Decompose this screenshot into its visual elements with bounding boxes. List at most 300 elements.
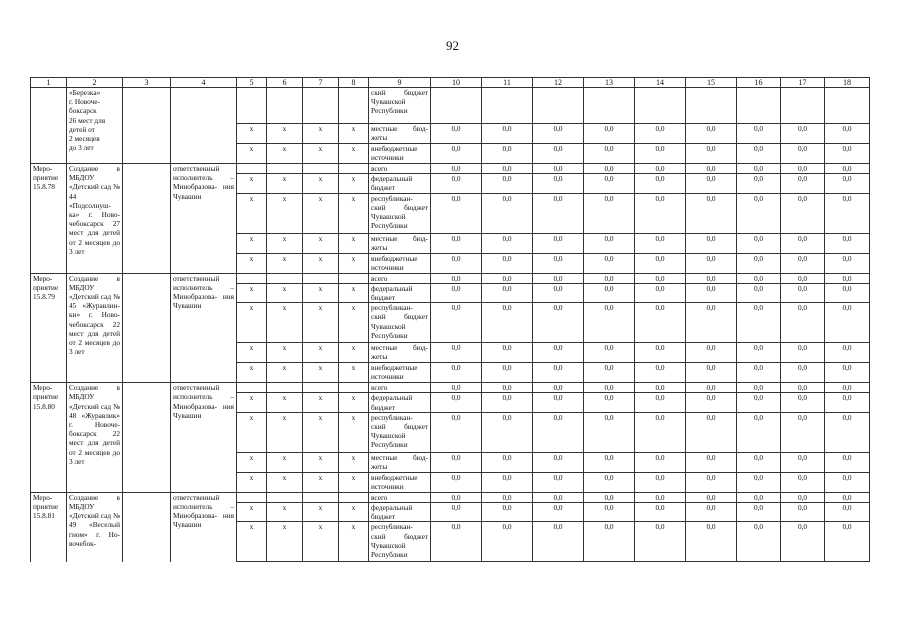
value-cell: 0,0 xyxy=(825,164,870,174)
value-cell: 0,0 xyxy=(584,393,635,412)
x-mark: x xyxy=(237,452,267,472)
value-cell: 0,0 xyxy=(635,343,686,363)
funding-source: федеральный бюджет xyxy=(369,503,431,522)
value-cell: 0,0 xyxy=(686,164,737,174)
value-cell: 0,0 xyxy=(686,383,737,393)
x-mark: x xyxy=(303,393,339,412)
value-cell: 0,0 xyxy=(482,522,533,562)
x-mark: x xyxy=(267,124,303,144)
x-mark: x xyxy=(339,174,369,193)
funding-source: республикан- ский бюджет Чувашской Республики xyxy=(369,193,431,233)
value-cell: 0,0 xyxy=(825,303,870,343)
column-number: 7 xyxy=(303,78,339,88)
value-cell: 0,0 xyxy=(737,472,781,492)
value-cell: 0,0 xyxy=(635,363,686,383)
x-mark: x xyxy=(303,522,339,562)
value-cell: 0,0 xyxy=(431,393,482,412)
column-number: 16 xyxy=(737,78,781,88)
value-cell: 0,0 xyxy=(533,383,584,393)
value-cell xyxy=(825,88,870,124)
value-cell: 0,0 xyxy=(781,164,825,174)
value-cell: 0,0 xyxy=(686,503,737,522)
value-cell: 0,0 xyxy=(533,303,584,343)
measure-label: Меро- приятие 15.8.81 xyxy=(31,492,67,562)
value-cell: 0,0 xyxy=(533,393,584,412)
value-cell: 0,0 xyxy=(737,412,781,452)
value-cell: 0,0 xyxy=(584,383,635,393)
value-cell: 0,0 xyxy=(431,174,482,193)
page-number: 92 xyxy=(446,38,459,53)
value-cell: 0,0 xyxy=(584,363,635,383)
value-cell: 0,0 xyxy=(431,503,482,522)
value-cell: 0,0 xyxy=(431,253,482,273)
funding-source: ский бюджет Чувашской Республики xyxy=(369,88,431,124)
funding-source: внебюджетные источники xyxy=(369,253,431,273)
value-cell: 0,0 xyxy=(825,233,870,253)
value-cell: 0,0 xyxy=(482,412,533,452)
funding-source: республикан- ский бюджет Чувашской Республики xyxy=(369,412,431,452)
x-mark: x xyxy=(237,253,267,273)
x-mark: x xyxy=(303,283,339,302)
value-cell: 0,0 xyxy=(482,253,533,273)
x-mark xyxy=(303,164,339,174)
measure-label: Меро- приятие 15.8.78 xyxy=(31,164,67,274)
value-cell: 0,0 xyxy=(635,193,686,233)
value-cell: 0,0 xyxy=(635,144,686,164)
x-mark: x xyxy=(303,193,339,233)
value-cell: 0,0 xyxy=(431,193,482,233)
value-cell: 0,0 xyxy=(533,343,584,363)
funding-source: внебюджетные источники xyxy=(369,144,431,164)
value-cell: 0,0 xyxy=(533,472,584,492)
x-mark: x xyxy=(267,233,303,253)
x-mark xyxy=(339,273,369,283)
column-number: 2 xyxy=(67,78,123,88)
executor: ответственный исполнитель – Минобразова- ния Чувашии xyxy=(171,273,237,383)
column-number: 4 xyxy=(171,78,237,88)
column-number-row xyxy=(31,78,870,88)
funding-source: местные бюд- жеты xyxy=(369,124,431,144)
executor: ответственный исполнитель – Минобразова- ния Чувашии xyxy=(171,492,237,562)
value-cell: 0,0 xyxy=(825,273,870,283)
measure-name-line: г. Новоче- xyxy=(69,97,100,107)
measure-name-line: 2 месяцев xyxy=(69,134,100,144)
value-cell: 0,0 xyxy=(431,164,482,174)
value-cell: 0,0 xyxy=(482,393,533,412)
value-cell: 0,0 xyxy=(584,273,635,283)
value-cell: 0,0 xyxy=(533,193,584,233)
x-mark: x xyxy=(339,343,369,363)
x-mark: x xyxy=(267,363,303,383)
value-cell: 0,0 xyxy=(533,144,584,164)
value-cell: 0,0 xyxy=(482,283,533,302)
x-mark xyxy=(303,273,339,283)
funding-source: всего xyxy=(369,273,431,283)
value-cell: 0,0 xyxy=(781,233,825,253)
value-cell xyxy=(533,88,584,124)
x-mark xyxy=(237,492,267,502)
funding-source: всего xyxy=(369,164,431,174)
value-cell: 0,0 xyxy=(431,144,482,164)
value-cell: 0,0 xyxy=(686,124,737,144)
value-cell: 0,0 xyxy=(482,492,533,502)
value-cell: 0,0 xyxy=(431,343,482,363)
x-mark: x xyxy=(303,144,339,164)
value-cell: 0,0 xyxy=(635,472,686,492)
value-cell: 0,0 xyxy=(686,492,737,502)
x-mark xyxy=(303,88,339,124)
value-cell: 0,0 xyxy=(533,412,584,452)
measure-name: Создание в МБДОУ «Детский сад № 49 «Веселый гном» г. Но- вочебок- xyxy=(67,492,123,562)
x-mark: x xyxy=(303,343,339,363)
x-mark: x xyxy=(237,393,267,412)
x-mark: x xyxy=(339,452,369,472)
table-row xyxy=(31,492,870,502)
funding-source: республикан- ский бюджет Чувашской Республики xyxy=(369,522,431,562)
value-cell: 0,0 xyxy=(635,383,686,393)
x-mark xyxy=(339,164,369,174)
value-cell: 0,0 xyxy=(584,233,635,253)
value-cell: 0,0 xyxy=(431,233,482,253)
value-cell: 0,0 xyxy=(781,343,825,363)
value-cell: 0,0 xyxy=(431,363,482,383)
x-mark: x xyxy=(303,233,339,253)
value-cell: 0,0 xyxy=(737,193,781,233)
value-cell: 0,0 xyxy=(825,124,870,144)
value-cell: 0,0 xyxy=(635,522,686,562)
value-cell: 0,0 xyxy=(482,174,533,193)
measure-name-line: боксарск xyxy=(69,106,97,116)
value-cell: 0,0 xyxy=(431,124,482,144)
x-mark: x xyxy=(237,472,267,492)
value-cell: 0,0 xyxy=(737,522,781,562)
value-cell: 0,0 xyxy=(781,303,825,343)
value-cell xyxy=(635,88,686,124)
x-mark: x xyxy=(267,193,303,233)
value-cell: 0,0 xyxy=(584,472,635,492)
value-cell: 0,0 xyxy=(737,174,781,193)
value-cell: 0,0 xyxy=(825,492,870,502)
value-cell: 0,0 xyxy=(533,273,584,283)
value-cell: 0,0 xyxy=(781,253,825,273)
value-cell: 0,0 xyxy=(584,503,635,522)
value-cell: 0,0 xyxy=(635,412,686,452)
empty-cell xyxy=(123,273,171,383)
x-mark: x xyxy=(303,452,339,472)
value-cell: 0,0 xyxy=(686,193,737,233)
x-mark: x xyxy=(339,303,369,343)
value-cell: 0,0 xyxy=(825,393,870,412)
value-cell: 0,0 xyxy=(825,343,870,363)
value-cell xyxy=(781,88,825,124)
value-cell: 0,0 xyxy=(431,412,482,452)
value-cell: 0,0 xyxy=(482,164,533,174)
x-mark xyxy=(267,88,303,124)
value-cell: 0,0 xyxy=(825,472,870,492)
value-cell: 0,0 xyxy=(635,273,686,283)
x-mark: x xyxy=(267,472,303,492)
value-cell: 0,0 xyxy=(781,144,825,164)
value-cell: 0,0 xyxy=(431,273,482,283)
empty-cell xyxy=(123,164,171,274)
value-cell: 0,0 xyxy=(635,174,686,193)
value-cell: 0,0 xyxy=(482,363,533,383)
value-cell: 0,0 xyxy=(635,492,686,502)
table-row xyxy=(31,88,870,124)
value-cell: 0,0 xyxy=(781,283,825,302)
table-row xyxy=(31,164,870,174)
x-mark xyxy=(339,383,369,393)
value-cell: 0,0 xyxy=(635,164,686,174)
x-mark: x xyxy=(303,124,339,144)
value-cell: 0,0 xyxy=(584,412,635,452)
x-mark: x xyxy=(237,363,267,383)
value-cell: 0,0 xyxy=(584,492,635,502)
x-mark: x xyxy=(237,283,267,302)
x-mark: x xyxy=(237,174,267,193)
x-mark xyxy=(303,383,339,393)
value-cell: 0,0 xyxy=(737,363,781,383)
value-cell xyxy=(584,88,635,124)
value-cell: 0,0 xyxy=(737,283,781,302)
measure-name: Создание в МБДОУ «Детский сад № 45 «Журавлин- ки» г. Ново- чебоксарск 22 мест для детей от 2 месяцев до 3 лет xyxy=(67,273,123,383)
value-cell xyxy=(737,88,781,124)
x-mark: x xyxy=(339,253,369,273)
value-cell: 0,0 xyxy=(781,383,825,393)
column-number: 8 xyxy=(339,78,369,88)
value-cell: 0,0 xyxy=(635,253,686,273)
column-number: 6 xyxy=(267,78,303,88)
column-number: 15 xyxy=(686,78,737,88)
value-cell: 0,0 xyxy=(825,253,870,273)
value-cell: 0,0 xyxy=(635,393,686,412)
value-cell: 0,0 xyxy=(584,193,635,233)
x-mark: x xyxy=(267,283,303,302)
value-cell: 0,0 xyxy=(737,253,781,273)
value-cell: 0,0 xyxy=(482,503,533,522)
value-cell: 0,0 xyxy=(737,343,781,363)
x-mark: x xyxy=(237,412,267,452)
x-mark: x xyxy=(267,393,303,412)
value-cell: 0,0 xyxy=(584,343,635,363)
value-cell: 0,0 xyxy=(533,174,584,193)
value-cell: 0,0 xyxy=(431,452,482,472)
x-mark: x xyxy=(303,363,339,383)
value-cell: 0,0 xyxy=(686,412,737,452)
x-mark: x xyxy=(339,522,369,562)
x-mark xyxy=(303,492,339,502)
value-cell: 0,0 xyxy=(737,503,781,522)
x-mark: x xyxy=(237,522,267,562)
value-cell xyxy=(431,88,482,124)
value-cell: 0,0 xyxy=(533,522,584,562)
value-cell: 0,0 xyxy=(635,503,686,522)
value-cell: 0,0 xyxy=(482,193,533,233)
value-cell: 0,0 xyxy=(482,233,533,253)
value-cell: 0,0 xyxy=(686,472,737,492)
funding-source: федеральный бюджет xyxy=(369,393,431,412)
value-cell: 0,0 xyxy=(533,283,584,302)
value-cell: 0,0 xyxy=(825,503,870,522)
value-cell: 0,0 xyxy=(533,233,584,253)
x-mark: x xyxy=(303,503,339,522)
x-mark: x xyxy=(267,303,303,343)
value-cell: 0,0 xyxy=(431,492,482,502)
x-mark: x xyxy=(303,472,339,492)
value-cell xyxy=(686,88,737,124)
x-mark: x xyxy=(237,233,267,253)
value-cell: 0,0 xyxy=(584,452,635,472)
value-cell: 0,0 xyxy=(781,492,825,502)
value-cell: 0,0 xyxy=(584,174,635,193)
measure-name-line: 26 мест для xyxy=(69,115,106,125)
x-mark: x xyxy=(237,303,267,343)
x-mark: x xyxy=(267,503,303,522)
value-cell: 0,0 xyxy=(737,124,781,144)
value-cell: 0,0 xyxy=(533,363,584,383)
value-cell: 0,0 xyxy=(737,144,781,164)
x-mark: x xyxy=(339,233,369,253)
value-cell: 0,0 xyxy=(686,273,737,283)
column-number: 18 xyxy=(825,78,870,88)
value-cell: 0,0 xyxy=(686,303,737,343)
funding-source: федеральный бюджет xyxy=(369,174,431,193)
x-mark: x xyxy=(339,144,369,164)
funding-source: всего xyxy=(369,492,431,502)
x-mark xyxy=(339,492,369,502)
column-number: 5 xyxy=(237,78,267,88)
value-cell: 0,0 xyxy=(781,174,825,193)
x-mark: x xyxy=(237,124,267,144)
value-cell: 0,0 xyxy=(635,233,686,253)
value-cell: 0,0 xyxy=(482,452,533,472)
measure-name: Создание в МБДОУ «Детский сад № 48 «Журавлик» г. Новоче- боксарск 22 мест для детей от 2 месяцев до 3 лет xyxy=(67,383,123,493)
value-cell: 0,0 xyxy=(533,253,584,273)
value-cell: 0,0 xyxy=(584,144,635,164)
funding-source: местные бюд- жеты xyxy=(369,343,431,363)
value-cell: 0,0 xyxy=(635,303,686,343)
value-cell: 0,0 xyxy=(686,343,737,363)
value-cell: 0,0 xyxy=(686,283,737,302)
value-cell: 0,0 xyxy=(825,383,870,393)
funding-source: внебюджетные источники xyxy=(369,472,431,492)
x-mark xyxy=(237,164,267,174)
value-cell: 0,0 xyxy=(635,452,686,472)
value-cell: 0,0 xyxy=(533,452,584,472)
x-mark: x xyxy=(237,193,267,233)
table-row xyxy=(31,273,870,283)
value-cell: 0,0 xyxy=(781,452,825,472)
value-cell: 0,0 xyxy=(781,472,825,492)
value-cell: 0,0 xyxy=(533,164,584,174)
x-mark: x xyxy=(339,363,369,383)
x-mark: x xyxy=(237,503,267,522)
value-cell: 0,0 xyxy=(825,283,870,302)
value-cell: 0,0 xyxy=(431,383,482,393)
value-cell: 0,0 xyxy=(781,363,825,383)
executor xyxy=(171,88,237,164)
value-cell: 0,0 xyxy=(482,144,533,164)
value-cell: 0,0 xyxy=(584,124,635,144)
value-cell: 0,0 xyxy=(533,124,584,144)
value-cell xyxy=(482,88,533,124)
x-mark: x xyxy=(303,253,339,273)
value-cell: 0,0 xyxy=(781,412,825,452)
x-mark: x xyxy=(339,503,369,522)
x-mark: x xyxy=(303,303,339,343)
value-cell: 0,0 xyxy=(686,393,737,412)
value-cell: 0,0 xyxy=(686,363,737,383)
value-cell: 0,0 xyxy=(781,124,825,144)
measure-name-line: до 3 лет xyxy=(69,143,94,153)
value-cell: 0,0 xyxy=(533,492,584,502)
value-cell: 0,0 xyxy=(825,452,870,472)
value-cell: 0,0 xyxy=(686,233,737,253)
value-cell: 0,0 xyxy=(533,503,584,522)
x-mark: x xyxy=(237,343,267,363)
x-mark: x xyxy=(267,412,303,452)
x-mark xyxy=(267,273,303,283)
value-cell: 0,0 xyxy=(482,472,533,492)
value-cell: 0,0 xyxy=(584,283,635,302)
x-mark xyxy=(267,492,303,502)
value-cell: 0,0 xyxy=(686,452,737,472)
value-cell: 0,0 xyxy=(584,253,635,273)
value-cell: 0,0 xyxy=(584,164,635,174)
value-cell: 0,0 xyxy=(482,383,533,393)
x-mark: x xyxy=(267,522,303,562)
value-cell: 0,0 xyxy=(584,303,635,343)
value-cell: 0,0 xyxy=(482,124,533,144)
empty-cell xyxy=(123,383,171,493)
x-mark: x xyxy=(339,393,369,412)
measure-name: Создание в МБДОУ «Детский сад № 44 «Подсолнуш- ка» г. Ново- чебоксарск 27 мест для детей от 2 месяцев до 3 лет xyxy=(67,164,123,274)
funding-source: федеральный бюджет xyxy=(369,283,431,302)
value-cell: 0,0 xyxy=(635,283,686,302)
x-mark: x xyxy=(339,124,369,144)
x-mark: x xyxy=(267,452,303,472)
value-cell: 0,0 xyxy=(781,273,825,283)
value-cell: 0,0 xyxy=(825,144,870,164)
x-mark: x xyxy=(339,472,369,492)
value-cell: 0,0 xyxy=(686,174,737,193)
executor: ответственный исполнитель – Минобразова- ния Чувашии xyxy=(171,383,237,493)
funding-source: всего xyxy=(369,383,431,393)
value-cell: 0,0 xyxy=(781,503,825,522)
value-cell: 0,0 xyxy=(825,193,870,233)
value-cell: 0,0 xyxy=(431,283,482,302)
x-mark: x xyxy=(339,283,369,302)
value-cell: 0,0 xyxy=(482,273,533,283)
value-cell: 0,0 xyxy=(686,253,737,273)
column-number: 9 xyxy=(369,78,431,88)
value-cell: 0,0 xyxy=(431,303,482,343)
x-mark xyxy=(237,88,267,124)
value-cell: 0,0 xyxy=(825,412,870,452)
funding-source: местные бюд- жеты xyxy=(369,452,431,472)
x-mark: x xyxy=(303,412,339,452)
value-cell: 0,0 xyxy=(781,193,825,233)
column-number: 12 xyxy=(533,78,584,88)
measure-label xyxy=(31,88,67,164)
x-mark xyxy=(267,383,303,393)
measure-name-line: «Березка» xyxy=(69,88,101,97)
value-cell: 0,0 xyxy=(781,522,825,562)
table-row xyxy=(31,383,870,393)
x-mark xyxy=(339,88,369,124)
value-cell: 0,0 xyxy=(635,124,686,144)
value-cell: 0,0 xyxy=(737,273,781,283)
